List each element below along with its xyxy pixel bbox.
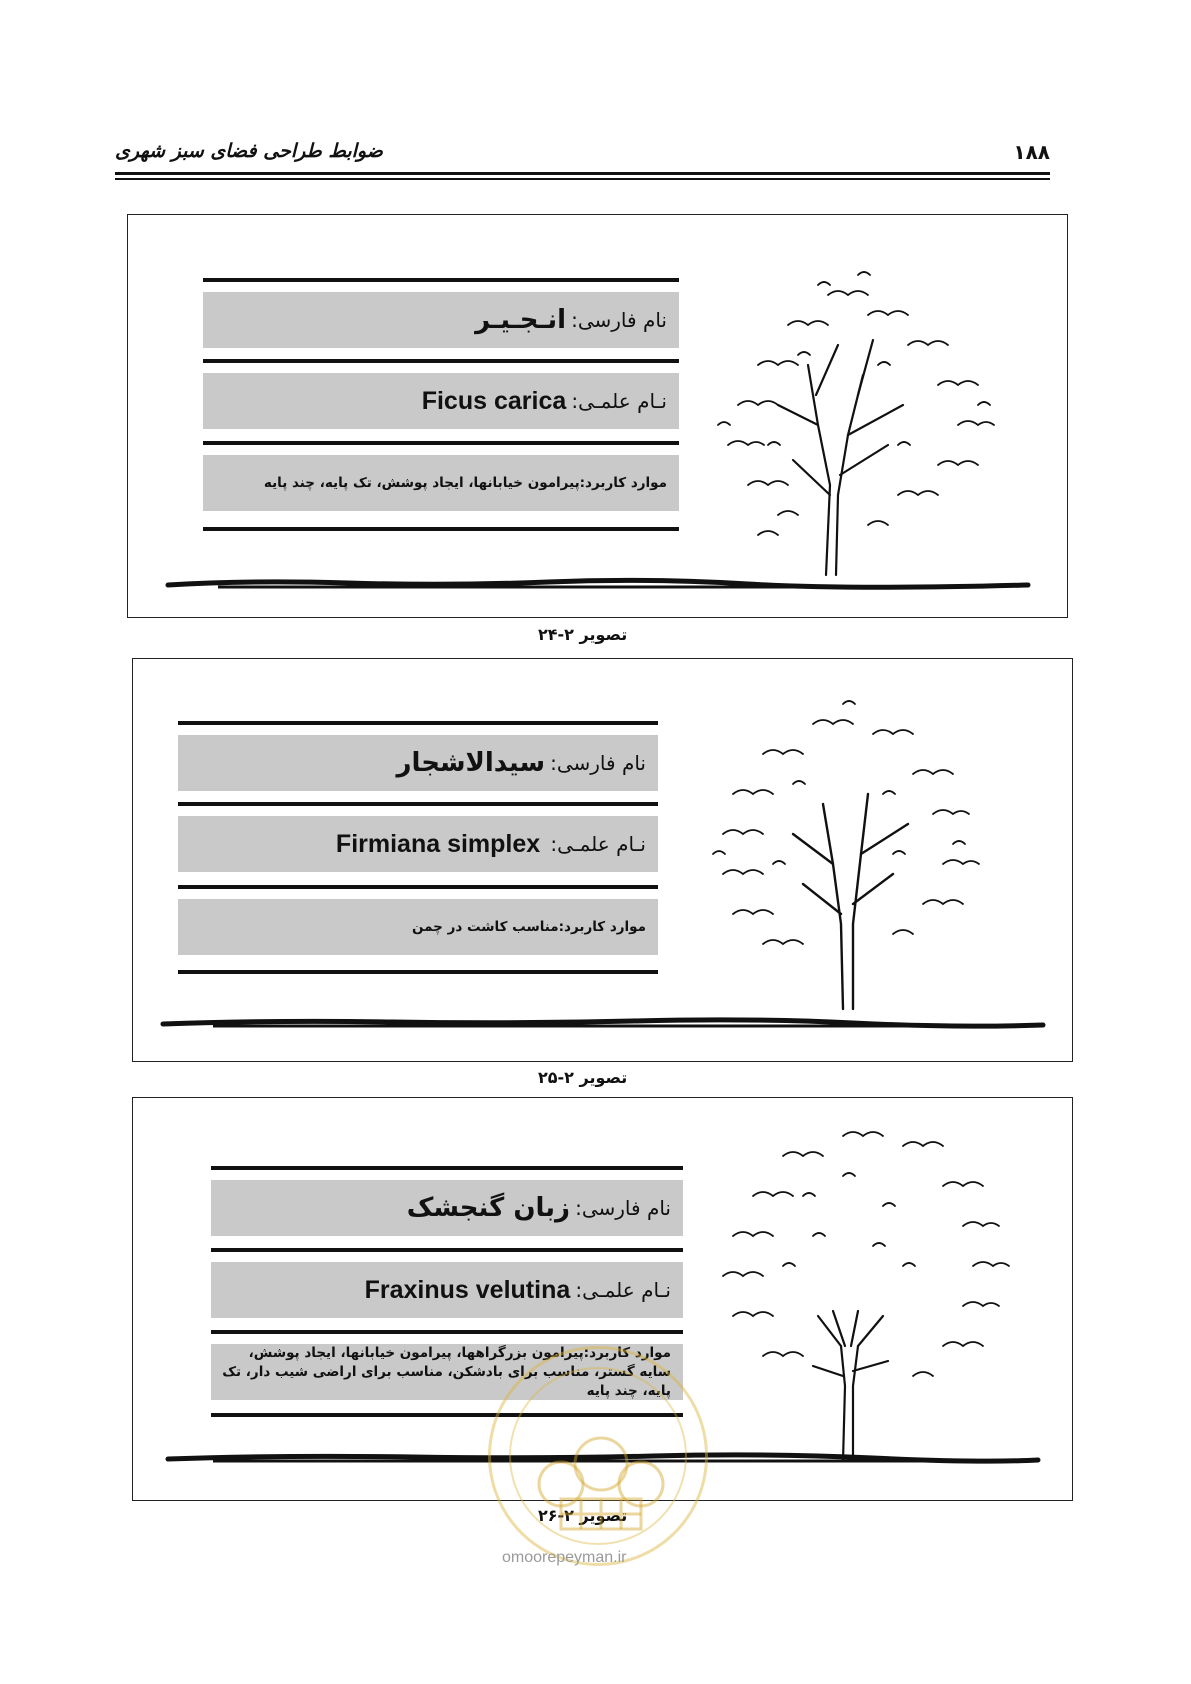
scientific-name: Firmiana simplex bbox=[335, 829, 541, 858]
figure-firmiana-simplex bbox=[132, 658, 1073, 1062]
scientific-name-box bbox=[203, 373, 679, 429]
persian-name: انـجـیـر bbox=[475, 305, 567, 335]
page-number: ۱۸۸ bbox=[1013, 140, 1050, 164]
header-rule bbox=[115, 172, 1050, 175]
persian-name-label: نام فارسی: bbox=[550, 751, 646, 775]
usage-text: موارد کاربرد:مناسب کاشت در چمن bbox=[411, 918, 646, 935]
tree-sketch-icon bbox=[693, 684, 993, 1014]
usage-text: موارد کاربرد:پیرامون بزرگراهها، پیرامون خیابانها، ایجاد پوشش، سایه گستر، مناسب برای بادشکن، مناسب برای اراضی شیب دار، تک پایه، چند پایه bbox=[222, 1344, 671, 1399]
divider-bar bbox=[178, 721, 658, 725]
tree-sketch-icon bbox=[698, 245, 1018, 585]
persian-name-label: نام فارسی: bbox=[575, 1196, 671, 1220]
scientific-name: Fraxinus velutina bbox=[364, 1275, 571, 1304]
scientific-name-label: نـام علمـی: bbox=[571, 389, 667, 413]
persian-name-box bbox=[178, 735, 658, 791]
divider-bar bbox=[211, 1248, 683, 1252]
figure-caption: تصویر ۲-۲۴ bbox=[538, 625, 628, 644]
book-title: ضوابط طراحی فضای سبز شهری bbox=[115, 140, 383, 162]
usage-box bbox=[203, 455, 679, 511]
persian-name-label: نام فارسی: bbox=[571, 308, 667, 332]
tree-sketch-icon bbox=[693, 1116, 1023, 1466]
persian-name: زبان گنجشک bbox=[406, 1193, 571, 1223]
running-header bbox=[115, 138, 1050, 172]
divider-bar bbox=[203, 441, 679, 445]
usage-text: موارد کاربرد:پیرامون خیابانها، ایجاد پوشش، تک پایه، چند پایه bbox=[263, 474, 667, 491]
scientific-name-label: نـام علمـی: bbox=[550, 832, 646, 856]
header-rule-thin bbox=[115, 178, 1050, 180]
divider-bar bbox=[211, 1166, 683, 1170]
scientific-name-box bbox=[211, 1262, 683, 1318]
scientific-name: Ficus carica bbox=[421, 386, 567, 415]
scientific-name-label: نـام علمـی: bbox=[575, 1278, 671, 1302]
persian-name-box bbox=[211, 1180, 683, 1236]
divider-bar bbox=[203, 359, 679, 363]
divider-bar bbox=[178, 970, 658, 974]
divider-bar bbox=[178, 802, 658, 806]
persian-name-box bbox=[203, 292, 679, 348]
divider-bar bbox=[203, 278, 679, 282]
divider-bar bbox=[211, 1330, 683, 1334]
watermark-text: omoorepeyman.ir bbox=[502, 1549, 627, 1566]
figure-ficus-carica bbox=[127, 214, 1068, 618]
divider-bar bbox=[203, 527, 679, 531]
usage-box bbox=[178, 899, 658, 955]
seal-stamp-icon bbox=[488, 1346, 708, 1566]
figure-caption: تصویر ۲-۲۵ bbox=[538, 1068, 628, 1087]
figure-caption: تصویر ۲-۲۶ bbox=[538, 1506, 628, 1525]
divider-bar bbox=[178, 885, 658, 889]
scientific-name-box bbox=[178, 816, 658, 872]
persian-name: سیدالاشجار bbox=[396, 748, 546, 778]
